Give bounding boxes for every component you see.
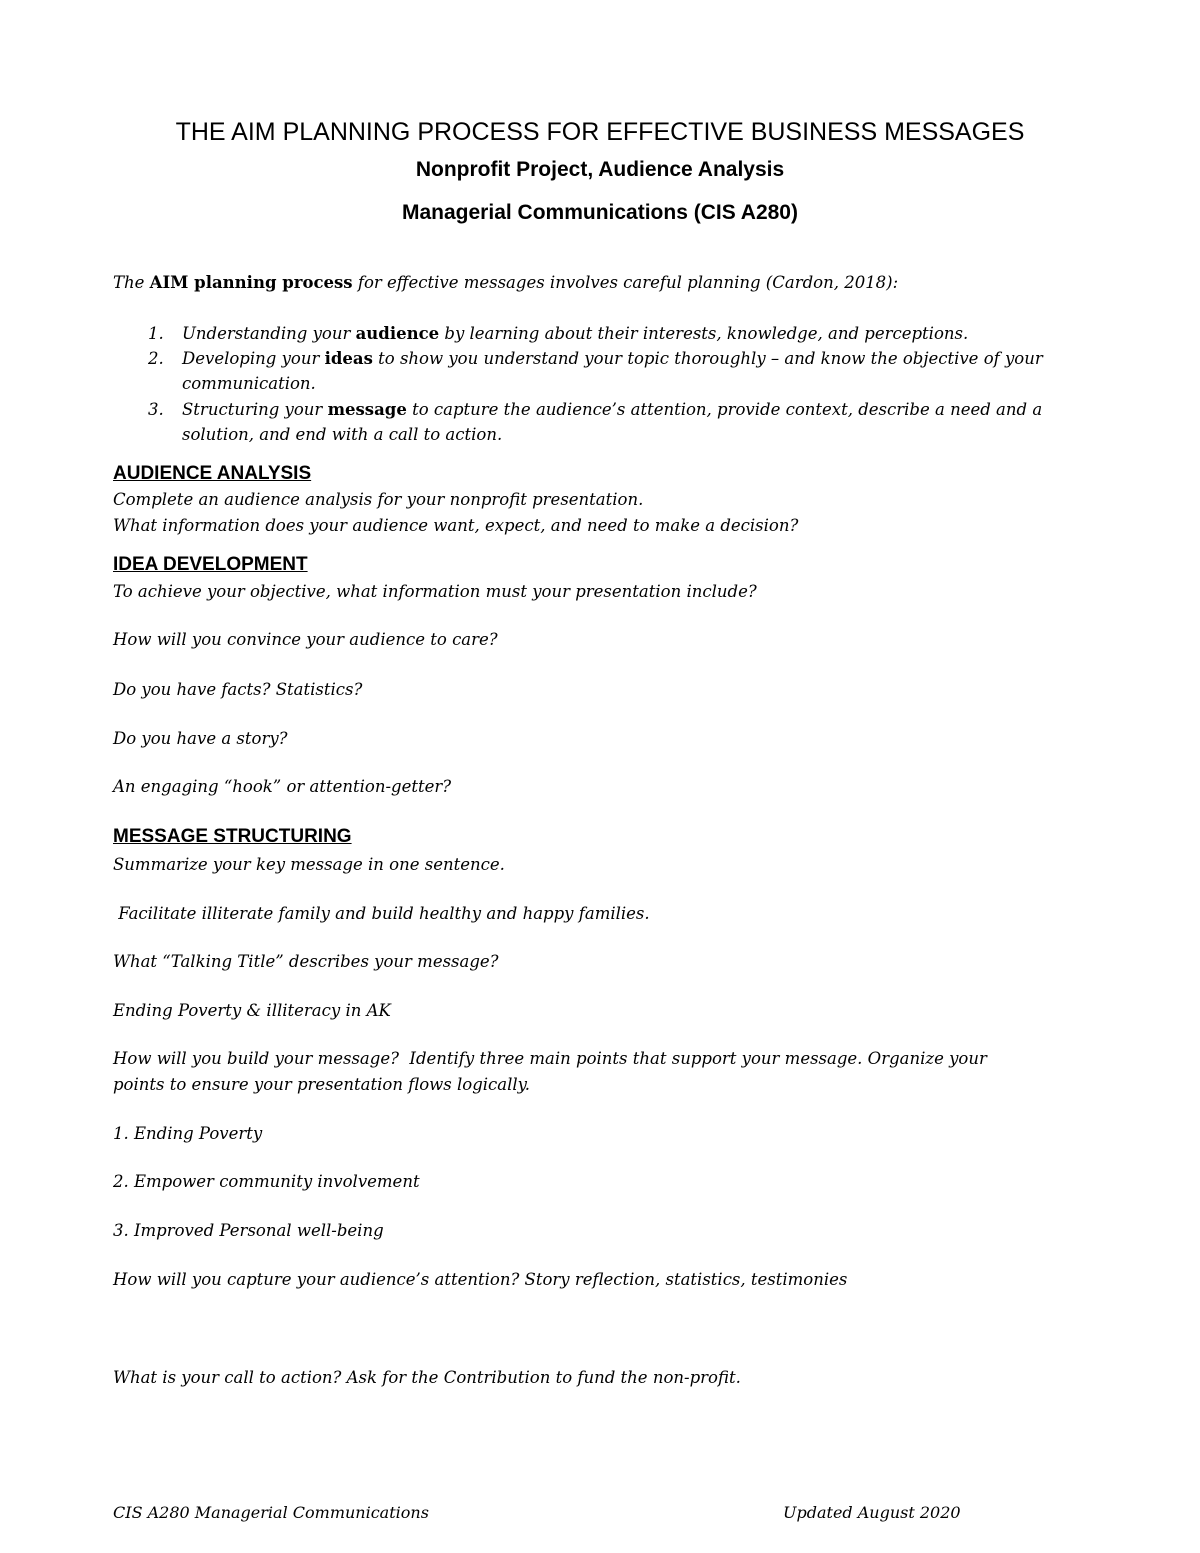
course-name: Managerial Communications (CIS A280): [402, 201, 798, 224]
step-number: 2.: [148, 349, 164, 368]
intro-text-bold: AIM planning process: [149, 273, 353, 292]
message-line: What is your call to action? Ask for the Contribution to fund the non-profit.: [113, 1368, 741, 1387]
step-item: [182, 321, 1082, 346]
intro-paragraph: [113, 273, 898, 292]
step-item: [182, 346, 1082, 396]
message-answer: Ending Poverty & illiteracy in AK: [113, 1001, 391, 1020]
main-point: 3. Improved Personal well-being: [113, 1221, 384, 1240]
audience-line: Complete an audience analysis for your nonprofit presentation.: [113, 490, 644, 509]
message-line: How will you capture your audience’s attention? Story reflection, statistics, testimonies: [113, 1270, 848, 1289]
footer-left: CIS A280 Managerial Communications: [113, 1503, 429, 1522]
intro-text-post: for effective messages involves careful planning (Cardon, 2018):: [352, 273, 899, 292]
audience-line: What information does your audience want, expect, and need to make a decision?: [113, 516, 799, 535]
idea-line: To achieve your objective, what information must your presentation include?: [113, 582, 757, 601]
step-text-post: to capture the audience’s attention, provide context, describe a need and a solution, and end with a call to action.: [182, 400, 1043, 444]
idea-line: Do you have a story?: [113, 729, 288, 748]
idea-line: Do you have facts? Statistics?: [113, 680, 363, 699]
intro-text-pre: The: [113, 273, 150, 292]
document-title: THE AIM PLANNING PROCESS FOR EFFECTIVE BUSINESS MESSAGES: [175, 118, 1025, 146]
message-answer: Facilitate illiterate family and build healthy and happy families.: [113, 904, 650, 923]
step-text-bold: audience: [355, 324, 440, 343]
step-text-post: by learning about their interests, knowledge, and perceptions.: [439, 324, 969, 343]
main-point: 1. Ending Poverty: [113, 1124, 263, 1143]
step-text-pre: Structuring your: [182, 400, 328, 419]
step-item: [182, 397, 1082, 447]
message-line: points to ensure your presentation flows logically.: [113, 1075, 531, 1094]
idea-line: How will you convince your audience to care?: [113, 630, 498, 649]
idea-development-heading: IDEA DEVELOPMENT: [113, 554, 308, 575]
message-line: Summarize your key message in one sentence.: [113, 855, 505, 874]
step-text-post: to show you understand your topic thoroughly – and know the objective of your communication.: [182, 349, 1043, 393]
step-text-bold: ideas: [324, 349, 373, 368]
message-structuring-heading: MESSAGE STRUCTURING: [113, 826, 352, 847]
idea-line: An engaging “hook” or attention-getter?: [113, 777, 452, 796]
step-text-pre: Understanding your: [182, 324, 356, 343]
footer-right: Updated August 2020: [783, 1503, 961, 1522]
step-number: 3.: [148, 400, 164, 419]
audience-analysis-heading: AUDIENCE ANALYSIS: [113, 463, 312, 484]
message-line: How will you build your message? Identify three main points that support your message. Organize your: [113, 1049, 987, 1068]
step-text-bold: message: [327, 400, 407, 419]
step-number: 1.: [148, 324, 164, 343]
main-point: 2. Empower community involvement: [113, 1172, 420, 1191]
document-subtitle: Nonprofit Project, Audience Analysis: [415, 158, 785, 181]
step-text-pre: Developing your: [182, 349, 325, 368]
message-line: What “Talking Title” describes your message?: [113, 952, 499, 971]
